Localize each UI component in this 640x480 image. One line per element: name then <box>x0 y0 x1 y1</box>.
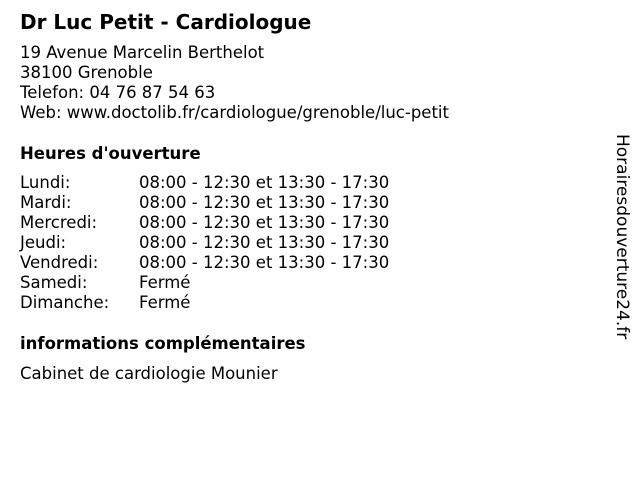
day-label: Dimanche: <box>20 293 110 312</box>
additional-info-heading: informations complémentaires <box>20 334 306 353</box>
opening-hours-heading: Heures d'ouverture <box>20 144 201 163</box>
street-address: 19 Avenue Marcelin Berthelot <box>20 43 265 62</box>
day-label: Mardi: <box>20 193 72 212</box>
watermark-text: Horairesdouverture24.fr <box>612 134 632 340</box>
hours-value: 08:00 - 12:30 et 13:30 - 17:30 <box>139 213 390 232</box>
site-watermark <box>612 134 634 370</box>
hours-value: Fermé <box>139 293 191 312</box>
hours-value: 08:00 - 12:30 et 13:30 - 17:30 <box>139 193 390 212</box>
hours-value: 08:00 - 12:30 et 13:30 - 17:30 <box>139 233 390 252</box>
hours-value: 08:00 - 12:30 et 13:30 - 17:30 <box>139 173 390 192</box>
city-postal-code: 38100 Grenoble <box>20 63 153 82</box>
hours-value: Fermé <box>139 273 191 292</box>
address-block <box>20 43 449 123</box>
day-label: Vendredi: <box>20 253 99 272</box>
hours-value: 08:00 - 12:30 et 13:30 - 17:30 <box>139 253 390 272</box>
day-label: Mercredi: <box>20 213 98 232</box>
day-label: Samedi: <box>20 273 88 292</box>
page-title: Dr Luc Petit - Cardiologue <box>20 10 312 34</box>
phone-number: Telefon: 04 76 87 54 63 <box>20 83 216 102</box>
website-link[interactable]: Web: www.doctolib.fr/cardiologue/grenoble/luc-petit <box>20 103 449 122</box>
additional-info-text: Cabinet de cardiologie Mounier <box>20 364 278 383</box>
day-label: Jeudi: <box>20 233 67 252</box>
day-label: Lundi: <box>20 173 71 192</box>
